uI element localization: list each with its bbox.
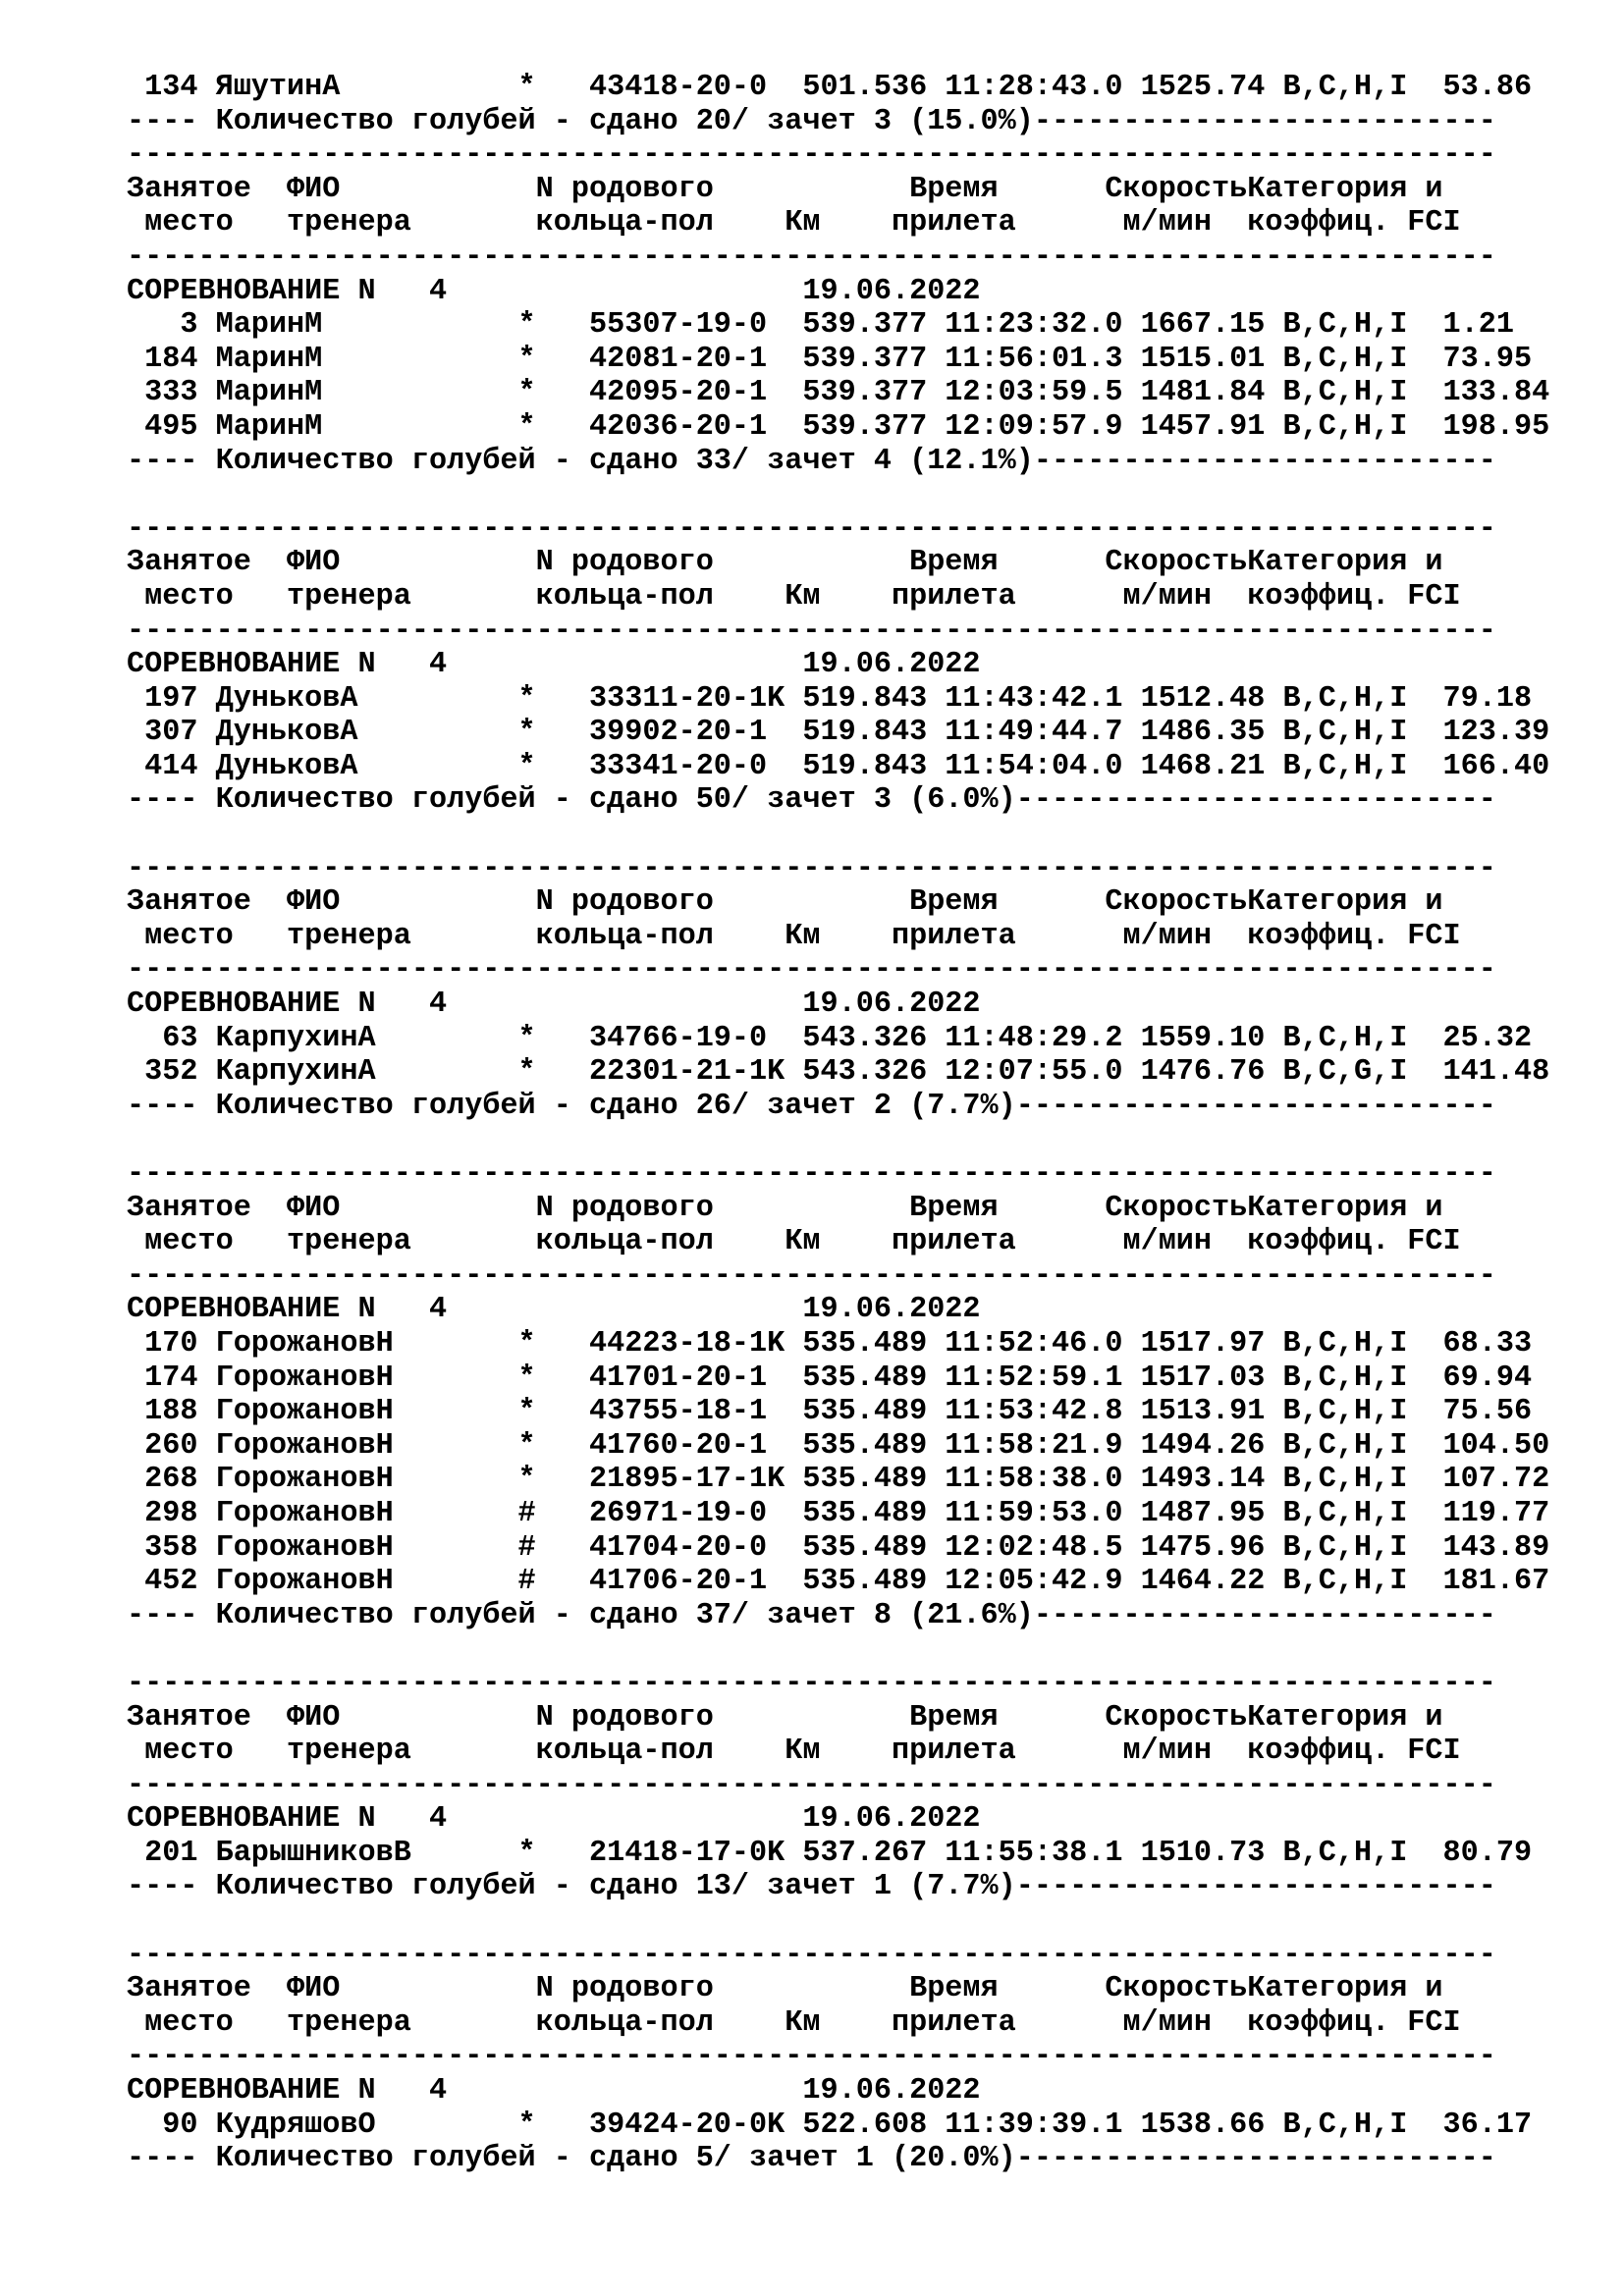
table-header-row-1: Занятое ФИО N родового Время СкоростьКатегория и — [127, 885, 1443, 920]
summary-line: ---- Количество голубей - сдано 26/ зачет 2 (7.7%)--------------------------- — [127, 1089, 1496, 1123]
summary-line: ---- Количество голубей - сдано 33/ зачет 4 (12.1%)-------------------------- — [127, 444, 1496, 478]
divider: ----------------------------------------------------------------------------- — [127, 1768, 1496, 1802]
table-header-row-2: место тренера кольца-пол Км прилета м/мин коэффиц. FCI — [127, 1735, 1461, 1769]
summary-line: ---- Количество голубей - сдано 13/ зачет 1 (7.7%)--------------------------- — [127, 1870, 1496, 1904]
divider: ----------------------------------------------------------------------------- — [127, 1157, 1496, 1191]
table-header-row-2: место тренера кольца-пол Км прилета м/мин коэффиц. FCI — [127, 919, 1461, 953]
blank-line — [127, 478, 1549, 512]
table-row: 358 ГорожановН # 41704-20-0 535.489 12:02:48.5 1475.96 B,C,H,I 143.89 — [127, 1530, 1550, 1565]
table-row: 188 ГорожановН * 43755-18-1 535.489 11:53:42.8 1513.91 B,C,H,I 75.56 — [127, 1395, 1533, 1429]
summary-line: ---- Количество голубей - сдано 20/ зачет 3 (15.0%)-------------------------- — [127, 104, 1496, 138]
table-row: 260 ГорожановН * 41760-20-1 535.489 11:58:21.9 1494.26 B,C,H,I 104.50 — [127, 1428, 1550, 1463]
table-header-row-1: Занятое ФИО N родового Время СкоростьКатегория и — [127, 1700, 1443, 1735]
table-row: 352 КарпухинА * 22301-21-1K 543.326 12:07:55.0 1476.76 B,C,G,I 141.48 — [127, 1055, 1550, 1090]
divider: ----------------------------------------------------------------------------- — [127, 511, 1496, 546]
table-header-row-1: Занятое ФИО N родового Время СкоростьКатегория и — [127, 546, 1443, 580]
blank-line — [127, 818, 1549, 852]
summary-line: ---- Количество голубей - сдано 5/ зачет 1 (20.0%)--------------------------- — [127, 2142, 1496, 2176]
table-header-row-2: место тренера кольца-пол Км прилета м/мин коэффиц. FCI — [127, 579, 1461, 614]
divider: ----------------------------------------------------------------------------- — [127, 2040, 1496, 2074]
table-row: 184 МаринМ * 42081-20-1 539.377 11:56:01.3 1515.01 B,C,H,I 73.95 — [127, 342, 1533, 376]
competition-title: СОРЕВНОВАНИЕ N 4 19.06.2022 — [127, 988, 981, 1022]
divider: ----------------------------------------------------------------------------- — [127, 240, 1496, 274]
table-header-row-1: Занятое ФИО N родового Время СкоростьКатегория и — [127, 172, 1443, 206]
table-row: 134 ЯшутинА * 43418-20-0 501.536 11:28:43.0 1525.74 B,C,H,I 53.86 — [127, 71, 1533, 104]
table-row: 414 ДуньковА * 33341-20-0 519.843 11:54:04.0 1468.21 B,C,H,I 166.40 — [127, 749, 1550, 783]
divider: ----------------------------------------------------------------------------- — [127, 1938, 1496, 1972]
results-document — [127, 71, 1549, 2176]
competition-title: СОРЕВНОВАНИЕ N 4 19.06.2022 — [127, 1802, 981, 1837]
table-row: 90 КудряшовО * 39424-20-0K 522.608 11:39:39.1 1538.66 B,C,H,I 36.17 — [127, 2108, 1533, 2142]
table-header-row-1: Занятое ФИО N родового Время СкоростьКатегория и — [127, 1972, 1443, 2006]
divider: ----------------------------------------------------------------------------- — [127, 1258, 1496, 1293]
table-row: 170 ГорожановН * 44223-18-1K 535.489 11:52:46.0 1517.97 B,C,H,I 68.33 — [127, 1326, 1533, 1361]
competition-title: СОРЕВНОВАНИЕ N 4 19.06.2022 — [127, 648, 981, 682]
table-header-row-2: место тренера кольца-пол Км прилета м/мин коэффиц. FCI — [127, 2005, 1461, 2040]
table-row: 307 ДуньковА * 39902-20-1 519.843 11:49:44.7 1486.35 B,C,H,I 123.39 — [127, 716, 1550, 750]
divider: ----------------------------------------------------------------------------- — [127, 138, 1496, 173]
competition-title: СОРЕВНОВАНИЕ N 4 19.06.2022 — [127, 1293, 981, 1327]
blank-line — [127, 1123, 1549, 1157]
table-row: 63 КарпухинА * 34766-19-0 543.326 11:48:29.2 1559.10 B,C,H,I 25.32 — [127, 1021, 1533, 1055]
table-row: 298 ГорожановН # 26971-19-0 535.489 11:59:53.0 1487.95 B,C,H,I 119.77 — [127, 1496, 1550, 1530]
table-header-row-2: место тренера кольца-пол Км прилета м/мин коэффиц. FCI — [127, 1225, 1461, 1259]
blank-line — [127, 1632, 1549, 1667]
divider: ----------------------------------------------------------------------------- — [127, 614, 1496, 648]
table-header-row-2: место тренера кольца-пол Км прилета м/мин коэффиц. FCI — [127, 206, 1461, 240]
table-row: 333 МаринМ * 42095-20-1 539.377 12:03:59.5 1481.84 B,C,H,I 133.84 — [127, 376, 1550, 410]
table-row: 201 БарышниковВ * 21418-17-0K 537.267 11:55:38.1 1510.73 B,C,H,I 80.79 — [127, 1836, 1533, 1870]
competition-title: СОРЕВНОВАНИЕ N 4 19.06.2022 — [127, 2074, 981, 2109]
divider: ----------------------------------------------------------------------------- — [127, 851, 1496, 885]
divider: ----------------------------------------------------------------------------- — [127, 953, 1496, 988]
table-header-row-1: Занятое ФИО N родового Время СкоростьКатегория и — [127, 1191, 1443, 1225]
table-row: 197 ДуньковА * 33311-20-1K 519.843 11:43:42.1 1512.48 B,C,H,I 79.18 — [127, 681, 1533, 716]
summary-line: ---- Количество голубей - сдано 50/ зачет 3 (6.0%)--------------------------- — [127, 783, 1496, 818]
table-row: 268 ГорожановН * 21895-17-1K 535.489 11:58:38.0 1493.14 B,C,H,I 107.72 — [127, 1463, 1550, 1497]
table-row: 174 ГорожановН * 41701-20-1 535.489 11:52:59.1 1517.03 B,C,H,I 69.94 — [127, 1361, 1533, 1395]
table-row: 3 МаринМ * 55307-19-0 539.377 11:23:32.0 1667.15 B,C,H,I 1.21 — [127, 308, 1515, 343]
table-row: 495 МаринМ * 42036-20-1 539.377 12:09:57.9 1457.91 B,C,H,I 198.95 — [127, 409, 1550, 444]
competition-title: СОРЕВНОВАНИЕ N 4 19.06.2022 — [127, 274, 981, 308]
blank-line — [127, 1904, 1549, 1939]
table-row: 452 ГорожановН # 41706-20-1 535.489 12:05:42.9 1464.22 B,C,H,I 181.67 — [127, 1565, 1550, 1599]
summary-line: ---- Количество голубей - сдано 37/ зачет 8 (21.6%)-------------------------- — [127, 1598, 1496, 1632]
divider: ----------------------------------------------------------------------------- — [127, 1666, 1496, 1700]
